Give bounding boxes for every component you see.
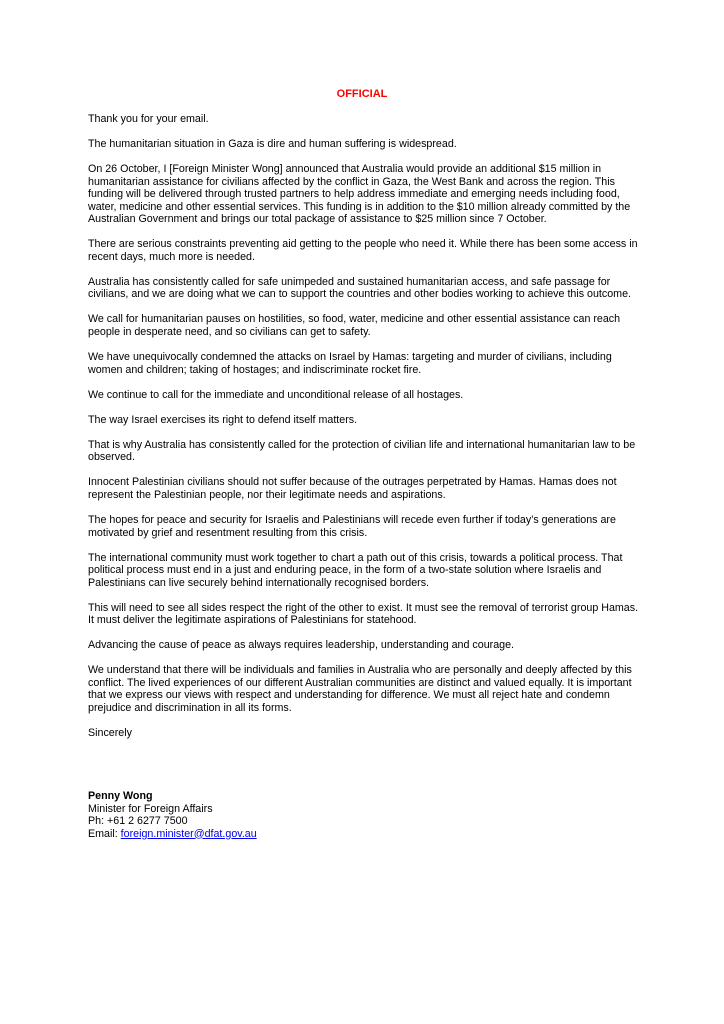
paragraph: The international community must work together to chart a path out of this crisis, towards a political process. That political process must end in a just and enduring peace, in the form of a two-state solution where Israelis and Palestinians can live securely behind internationally recognised borders. [88,551,623,589]
paragraph: We continue to call for the immediate and unconditional release of all hostages. [88,388,464,401]
email-line [88,828,640,841]
paragraph: Advancing the cause of peace as always requires leadership, understanding and courage. [88,639,514,652]
paragraph: On 26 October, I [Foreign Minister Wong] announced that Australia would provide an additional $15 million in humanitarian assistance for civilians affected by the conflict in Gaza, the West Bank and across the region. This funding will be delivered through trusted partners to help address immediate and emerging needs including food, water, medicine and other essential services. This funding is in addition to the $10 million already committed by the Australian Government and brings our total package of assistance to $25 million since 7 October. [88,163,631,226]
paragraph: Australia has consistently called for safe unimpeded and sustained humanitarian access, and safe passage for civilians, and we are doing what we can to support the countries and other bodies working to achieve this outcome. [88,275,632,301]
paragraph-closing: Sincerely [88,727,132,739]
paragraph: The humanitarian situation in Gaza is dire and human suffering is widespread. [88,138,457,151]
paragraph: There are serious constraints preventing aid getting to the people who need it. While there has been some access in recent days, much more is needed. [88,238,638,263]
paragraph: We understand that there will be individuals and families in Australia who are personally and deeply affected by this conflict. The lived experiences of our different Australian communities are distinct and valued equally. It is important that we express our views with respect and understanding for difference. We must all reject hate and condemn prejudice and discrimination in all its forms. [88,664,632,714]
classification-marking: OFFICIAL [336,88,388,100]
signatory-name: Penny Wong [88,790,153,802]
email-link[interactable]: foreign.minister@dfat.gov.au [120,827,257,840]
paragraph: That is why Australia has consistently called for the protection of civilian life and international humanitarian law to be observed. [88,438,636,464]
paragraph: Innocent Palestinian civilians should not suffer because of the outrages perpetrated by Hamas. Hamas does not represent the Palestinian people, nor their legitimate needs and aspirations. [88,476,617,501]
paragraph-greeting: Thank you for your email. [88,113,209,125]
letter-body [88,113,640,752]
paragraph: The hopes for peace and security for Israelis and Palestinians will recede even further if today’s generations are motivated by grief and resentment resulting from this crisis. [88,514,616,539]
signature-block [88,790,640,840]
signatory-title: Minister for Foreign Affairs [88,802,213,815]
paragraph: This will need to see all sides respect the right of the other to exist. It must see the removal of terrorist group Hamas. It must deliver the legitimate aspirations of Palestinians for statehood. [88,601,639,627]
paragraph: We have unequivocally condemned the attacks on Israel by Hamas: targeting and murder of civilians, including women and children; taking of hostages; and indiscriminate rocket fire. [88,351,612,376]
paragraph: We call for humanitarian pauses on hostilities, so food, water, medicine and other essential assistance can reach people in desperate need, and so civilians can get to safety. [88,313,621,338]
email-label: Email: [88,827,121,840]
paragraph: The way Israel exercises its right to defend itself matters. [88,413,358,426]
phone-number: Ph: +61 2 6277 7500 [88,815,188,827]
